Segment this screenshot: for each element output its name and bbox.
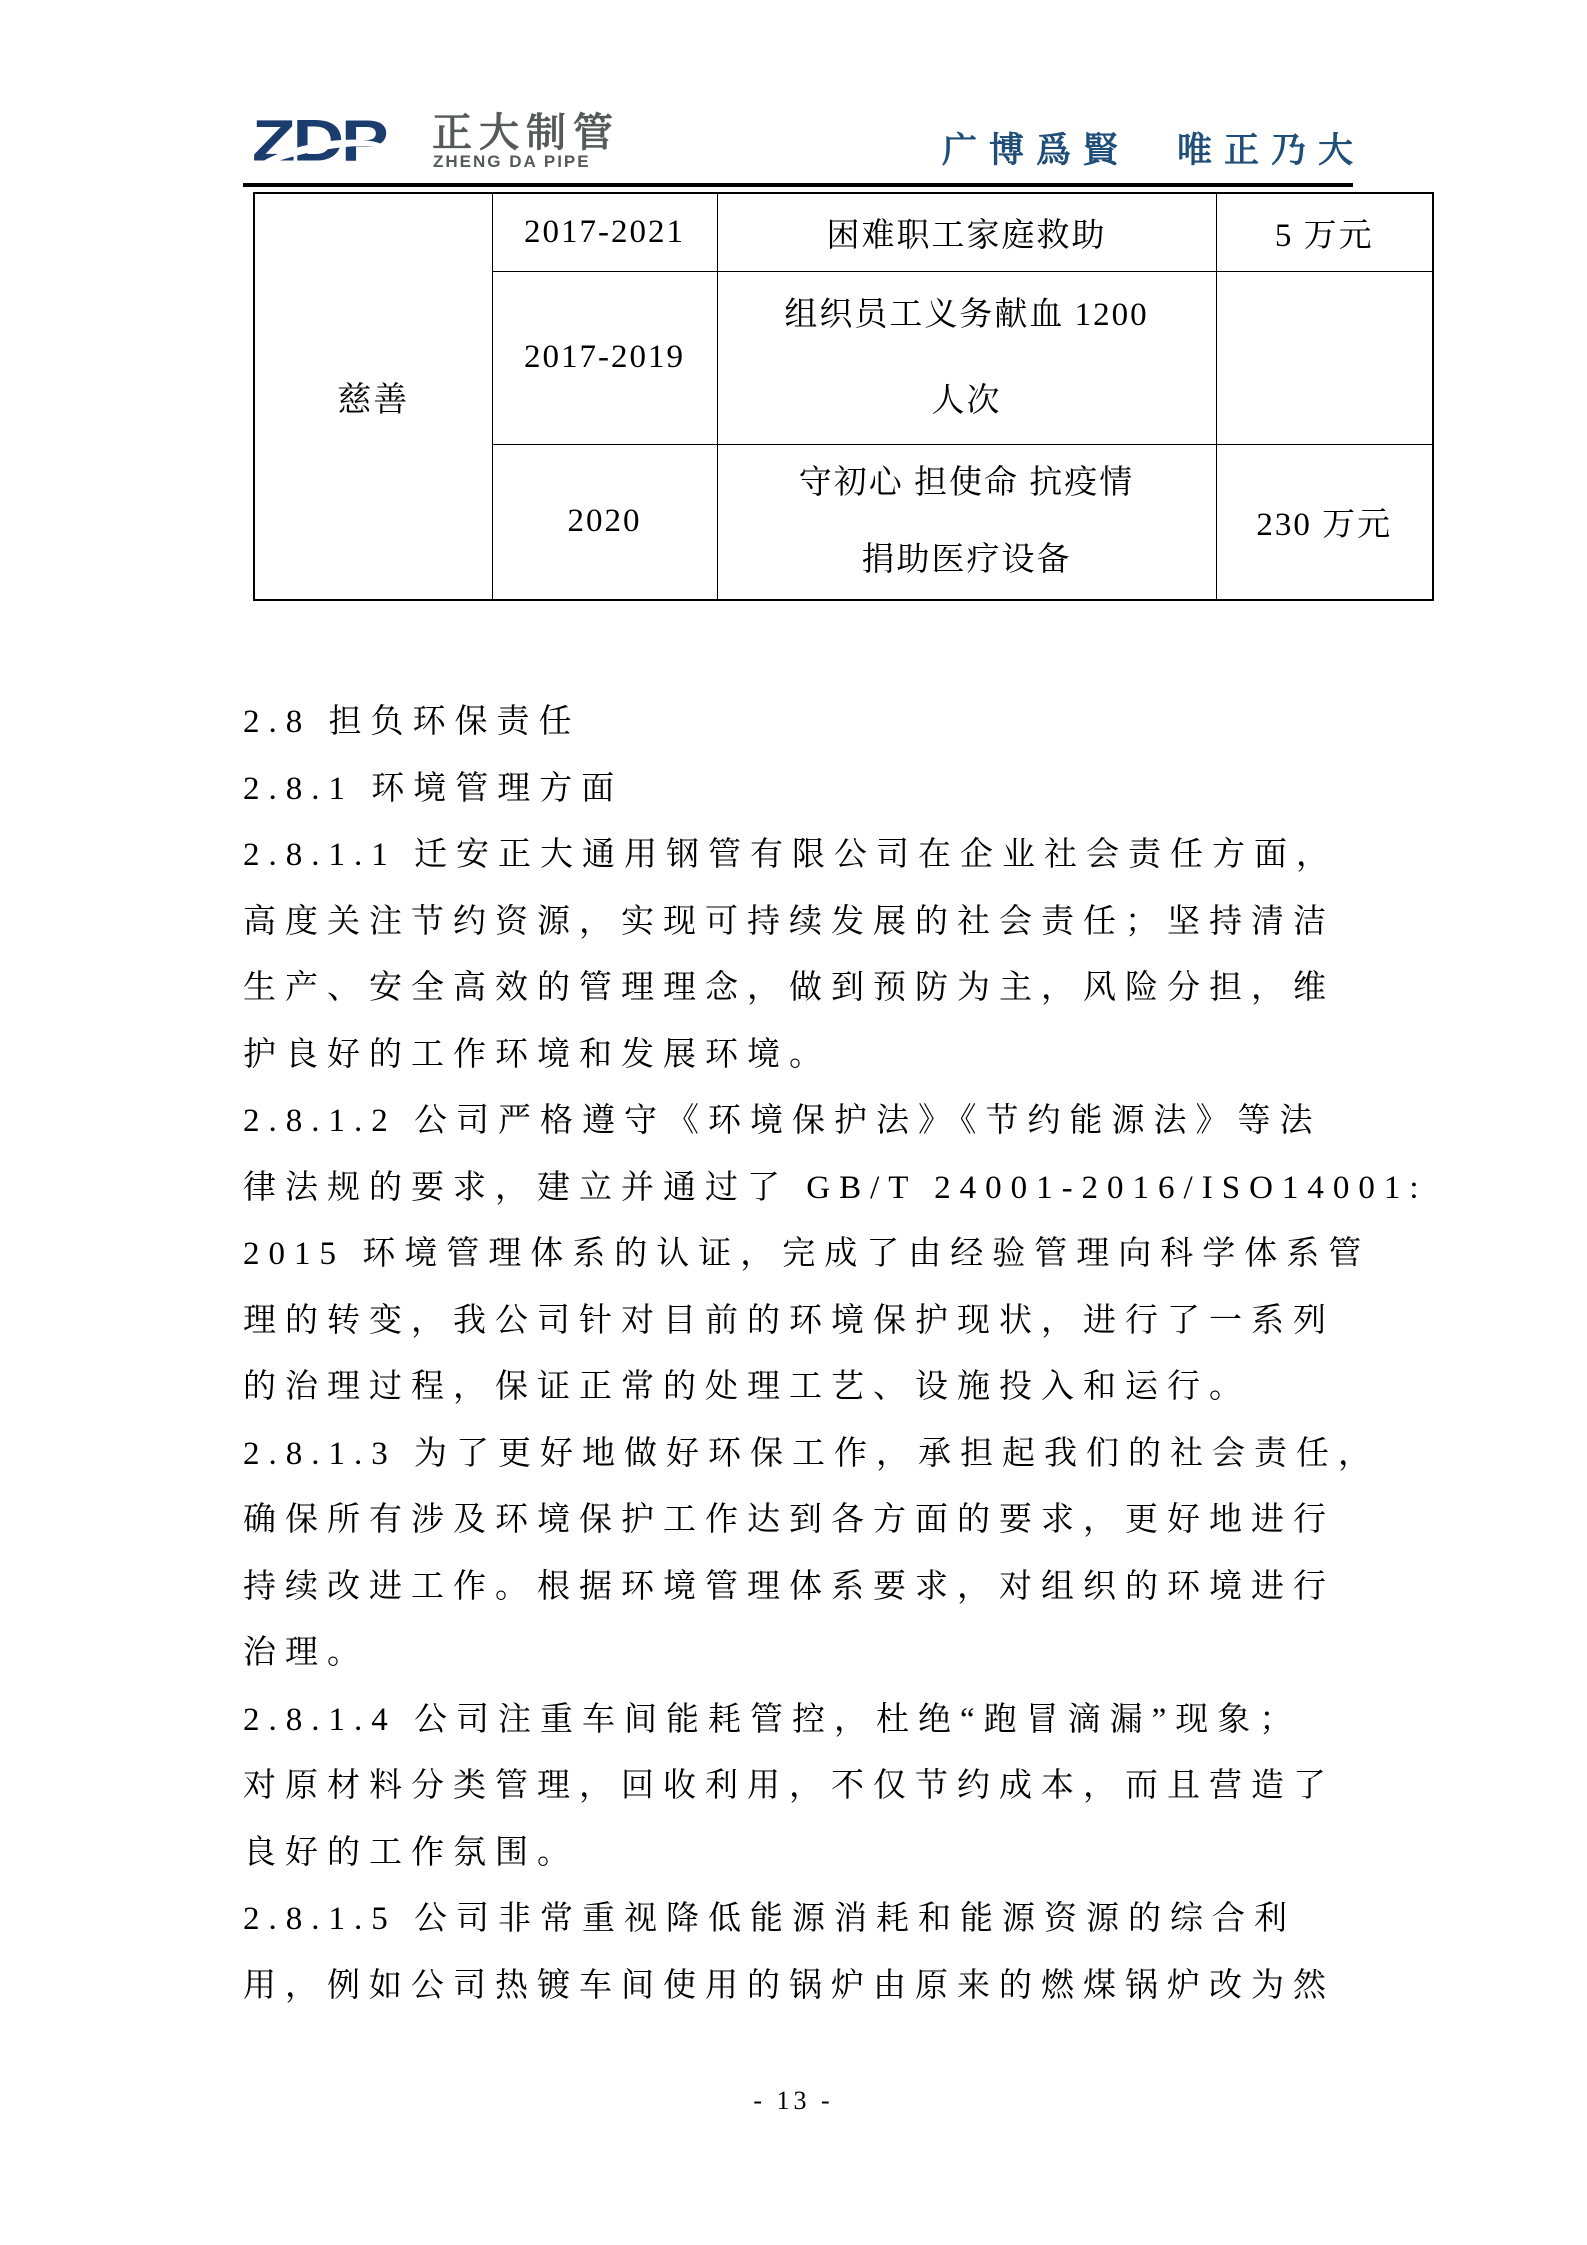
body-line: 对原材料分类管理，回收利用，不仅节约成本，而且营造了 xyxy=(243,1768,1335,1804)
body-line: 2.8.1.2 公司严格遵守《环境保护法》《节约能源法》等法 xyxy=(243,1103,1322,1139)
period-cell: 2020 xyxy=(492,444,717,600)
item-line: 组织员工义务献血 1200 xyxy=(784,296,1149,333)
category-cell: 慈善 xyxy=(254,193,492,600)
table-row xyxy=(254,193,1433,271)
company-name-cn: 正大制管 xyxy=(432,111,620,155)
amount-cell xyxy=(1216,271,1433,444)
amount-cell: 230 万元 xyxy=(1216,444,1433,600)
body-line: 生产、安全高效的管理理念，做到预防为主，风险分担，维 xyxy=(243,970,1335,1006)
body-line: 持续改进工作。根据环境管理体系要求，对组织的环境进行 xyxy=(243,1568,1335,1605)
body-line: 律法规的要求，建立并通过了 GB/T 24001-2016/ISO14001: xyxy=(243,1169,1428,1206)
body-line: 理的转变，我公司针对目前的环境保护现状，进行了一系列 xyxy=(243,1302,1335,1339)
period-cell: 2017-2019 xyxy=(492,271,717,444)
body-line: 高度关注节约资源，实现可持续发展的社会责任；坚持清洁 xyxy=(243,903,1335,940)
period-cell: 2017-2021 xyxy=(492,193,717,271)
header-divider xyxy=(243,183,1353,187)
company-motto: 广博爲賢 唯正乃大 xyxy=(941,131,1365,170)
charity-donations-table xyxy=(253,192,1434,601)
body-line: 2015 环境管理体系的认证，完成了由经验管理向科学体系管 xyxy=(243,1236,1371,1272)
body-line: 2.8.1.4 公司注重车间能耗管控，杜绝“跑冒滴漏”现象； xyxy=(243,1701,1302,1738)
section-heading-2-8-1: 2.8.1 环境管理方面 xyxy=(243,770,624,807)
item-cell xyxy=(717,271,1216,444)
item-line: 人次 xyxy=(931,382,1002,419)
body-line: 的治理过程，保证正常的处理工艺、设施投入和运行。 xyxy=(243,1369,1251,1405)
body-line: 2.8.1.3 为了更好地做好环保工作，承担起我们的社会责任， xyxy=(243,1435,1380,1472)
amount-cell: 5 万元 xyxy=(1216,193,1433,271)
item-line: 捐助医疗设备 xyxy=(861,541,1072,578)
body-line: 良好的工作氛围。 xyxy=(243,1834,579,1871)
body-line: 2.8.1.5 公司非常重视降低能源消耗和能源资源的综合利 xyxy=(243,1901,1296,1937)
report-body xyxy=(243,689,1428,2019)
body-line: 治理。 xyxy=(243,1635,369,1671)
company-name-en: ZHENG DA PIPE xyxy=(433,152,591,171)
body-line: 护良好的工作环境和发展环境。 xyxy=(243,1036,831,1073)
item-cell xyxy=(717,444,1216,600)
zdp-logo-text: ZDP xyxy=(252,107,386,173)
company-logo xyxy=(252,107,412,175)
body-line: 确保所有涉及环境保护工作达到各方面的要求，更好地进行 xyxy=(243,1502,1335,1538)
item-line: 守初心 担使命 抗疫情 xyxy=(798,464,1135,501)
item-cell: 困难职工家庭救助 xyxy=(717,193,1216,271)
section-heading-2-8: 2.8 担负环保责任 xyxy=(243,704,581,740)
body-line: 2.8.1.1 迁安正大通用钢管有限公司在企业社会责任方面， xyxy=(243,837,1338,873)
body-line: 用，例如公司热镀车间使用的锅炉由原来的燃煤锅炉改为然 xyxy=(243,1967,1335,2004)
page-number: - 13 - xyxy=(753,2086,834,2115)
